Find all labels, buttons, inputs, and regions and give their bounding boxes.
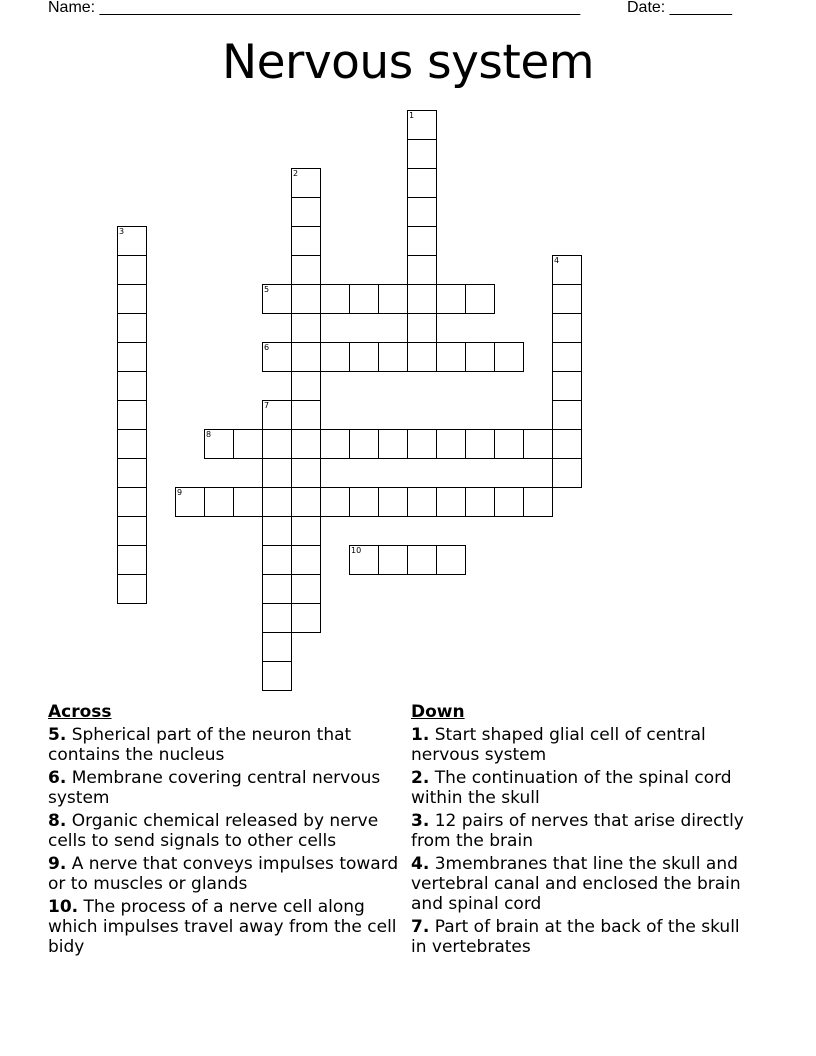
grid-cell[interactable] (117, 545, 147, 575)
grid-cell[interactable] (320, 284, 350, 314)
clue-number: 4. (411, 854, 430, 874)
grid-cell[interactable] (494, 342, 524, 372)
grid-cell[interactable] (552, 458, 582, 488)
grid-cell[interactable] (378, 284, 408, 314)
grid-cell[interactable] (407, 226, 437, 256)
grid-cell[interactable] (262, 661, 292, 691)
grid-cell[interactable] (291, 226, 321, 256)
clue-text: Start shaped glial cell of central nervous system (411, 725, 706, 765)
grid-cell[interactable] (552, 400, 582, 430)
grid-cell[interactable] (117, 400, 147, 430)
grid-cell[interactable] (407, 255, 437, 285)
clue-text: Organic chemical released by nerve cells to send signals to other cells (48, 811, 379, 851)
name-blank-line[interactable]: ______________________________________________________ (99, 0, 581, 16)
grid-cell[interactable] (552, 342, 582, 372)
grid-cell[interactable] (117, 371, 147, 401)
grid-cell[interactable] (262, 545, 292, 575)
grid-cell[interactable] (378, 429, 408, 459)
grid-cell[interactable] (320, 342, 350, 372)
grid-cell[interactable] (117, 255, 147, 285)
across-clue (48, 811, 413, 851)
cell-number: 2 (293, 169, 299, 178)
cell-number: 7 (264, 401, 270, 410)
grid-cell[interactable] (407, 284, 437, 314)
grid-cell[interactable] (407, 168, 437, 198)
cell-number: 4 (554, 256, 560, 265)
grid-cell[interactable] (262, 632, 292, 662)
clue-number: 5. (48, 725, 67, 745)
cell-number: 10 (351, 546, 362, 555)
grid-cell[interactable] (262, 487, 292, 517)
across-clue (48, 725, 413, 765)
date-label: Date: (627, 0, 666, 16)
grid-cell[interactable] (436, 429, 466, 459)
grid-cell[interactable] (523, 487, 553, 517)
clue-text: A nerve that conveys impulses toward or to muscles or glands (48, 854, 399, 894)
clue-text: The continuation of the spinal cord within the skull (411, 768, 732, 808)
grid-cell[interactable] (378, 545, 408, 575)
down-heading: Down (411, 702, 465, 722)
cell-number: 8 (206, 430, 212, 439)
grid-cell[interactable] (117, 342, 147, 372)
grid-cell[interactable] (436, 545, 466, 575)
grid-cell[interactable] (494, 487, 524, 517)
grid-cell[interactable] (117, 487, 147, 517)
across-clue (48, 897, 413, 957)
grid-cell[interactable] (407, 545, 437, 575)
grid-cell[interactable] (262, 429, 292, 459)
grid-cell[interactable] (262, 574, 292, 604)
grid-cell[interactable] (291, 429, 321, 459)
grid-cell[interactable] (378, 487, 408, 517)
grid-cell[interactable] (117, 313, 147, 343)
grid-cell[interactable] (407, 197, 437, 227)
grid-cell[interactable] (262, 516, 292, 546)
cell-number: 6 (264, 343, 270, 352)
grid-cell[interactable] (349, 284, 379, 314)
grid-cell[interactable] (407, 313, 437, 343)
clue-number: 10. (48, 897, 79, 917)
grid-cell[interactable] (291, 371, 321, 401)
down-clue (411, 768, 756, 808)
grid-cell[interactable] (291, 516, 321, 546)
clue-number: 2. (411, 768, 430, 788)
clue-text: Spherical part of the neuron that contains the nucleus (48, 725, 352, 765)
grid-cell[interactable] (407, 139, 437, 169)
name-label: Name: (48, 0, 96, 16)
grid-cell[interactable] (465, 487, 495, 517)
grid-cell[interactable] (291, 313, 321, 343)
clue-number: 6. (48, 768, 67, 788)
across-clue (48, 768, 413, 808)
down-clues (411, 702, 756, 960)
grid-cell[interactable] (407, 342, 437, 372)
grid-cell[interactable] (465, 429, 495, 459)
down-clue (411, 811, 756, 851)
grid-cell[interactable] (552, 284, 582, 314)
grid-cell[interactable] (117, 516, 147, 546)
clue-number: 8. (48, 811, 67, 831)
grid-cell[interactable] (233, 429, 263, 459)
across-heading: Across (48, 702, 112, 722)
grid-cell[interactable] (291, 400, 321, 430)
down-clue (411, 917, 756, 957)
grid-cell[interactable] (465, 284, 495, 314)
grid-cell[interactable] (494, 429, 524, 459)
grid-cell[interactable] (262, 603, 292, 633)
cell-number: 1 (409, 111, 415, 120)
down-clue (411, 725, 756, 765)
grid-cell[interactable] (378, 342, 408, 372)
grid-cell[interactable] (291, 603, 321, 633)
clue-number: 3. (411, 811, 430, 831)
grid-cell[interactable] (291, 458, 321, 488)
grid-cell[interactable] (291, 197, 321, 227)
grid-cell[interactable] (117, 284, 147, 314)
grid-cell[interactable] (320, 487, 350, 517)
page-title: Nervous system (221, 35, 595, 90)
clue-text: 3membranes that line the skull and vertebral canal and enclosed the brain and spinal cord (411, 854, 741, 914)
grid-cell[interactable] (291, 284, 321, 314)
grid-cell[interactable] (407, 487, 437, 517)
down-clue (411, 854, 756, 914)
clue-text: The process of a nerve cell along which impulses travel away from the cell bidy (48, 897, 397, 957)
grid-cell[interactable] (262, 458, 292, 488)
grid-cell[interactable] (233, 487, 263, 517)
grid-cell[interactable] (523, 429, 553, 459)
across-clue (48, 854, 413, 894)
grid-cell[interactable] (291, 545, 321, 575)
grid-cell[interactable] (552, 313, 582, 343)
grid-cell[interactable] (117, 458, 147, 488)
grid-cell[interactable] (117, 429, 147, 459)
grid-cell[interactable] (320, 429, 350, 459)
cell-number: 3 (119, 227, 125, 236)
clue-text: Membrane covering central nervous system (48, 768, 381, 808)
cell-number: 5 (264, 285, 270, 294)
grid-cell[interactable] (291, 487, 321, 517)
cell-number: 9 (177, 488, 183, 497)
grid-cell[interactable] (117, 574, 147, 604)
clue-text: Part of brain at the back of the skull in vertebrates (411, 917, 740, 957)
clue-number: 9. (48, 854, 67, 874)
grid-cell[interactable] (436, 342, 466, 372)
clue-number: 7. (411, 917, 430, 937)
grid-cell[interactable] (291, 574, 321, 604)
grid-cell[interactable] (436, 487, 466, 517)
clue-text: 12 pairs of nerves that arise directly from the brain (411, 811, 744, 851)
date-blank-line[interactable]: _______ (669, 0, 732, 16)
grid-cell[interactable] (349, 487, 379, 517)
grid-cell[interactable] (349, 429, 379, 459)
grid-cell[interactable] (552, 371, 582, 401)
grid-cell[interactable] (552, 429, 582, 459)
across-clues (48, 702, 413, 960)
grid-cell[interactable] (291, 342, 321, 372)
grid-cell[interactable] (291, 255, 321, 285)
grid-cell[interactable] (349, 342, 379, 372)
grid-cell[interactable] (436, 284, 466, 314)
grid-cell[interactable] (204, 487, 234, 517)
clue-number: 1. (411, 725, 430, 745)
grid-cell[interactable] (465, 342, 495, 372)
grid-cell[interactable] (407, 429, 437, 459)
